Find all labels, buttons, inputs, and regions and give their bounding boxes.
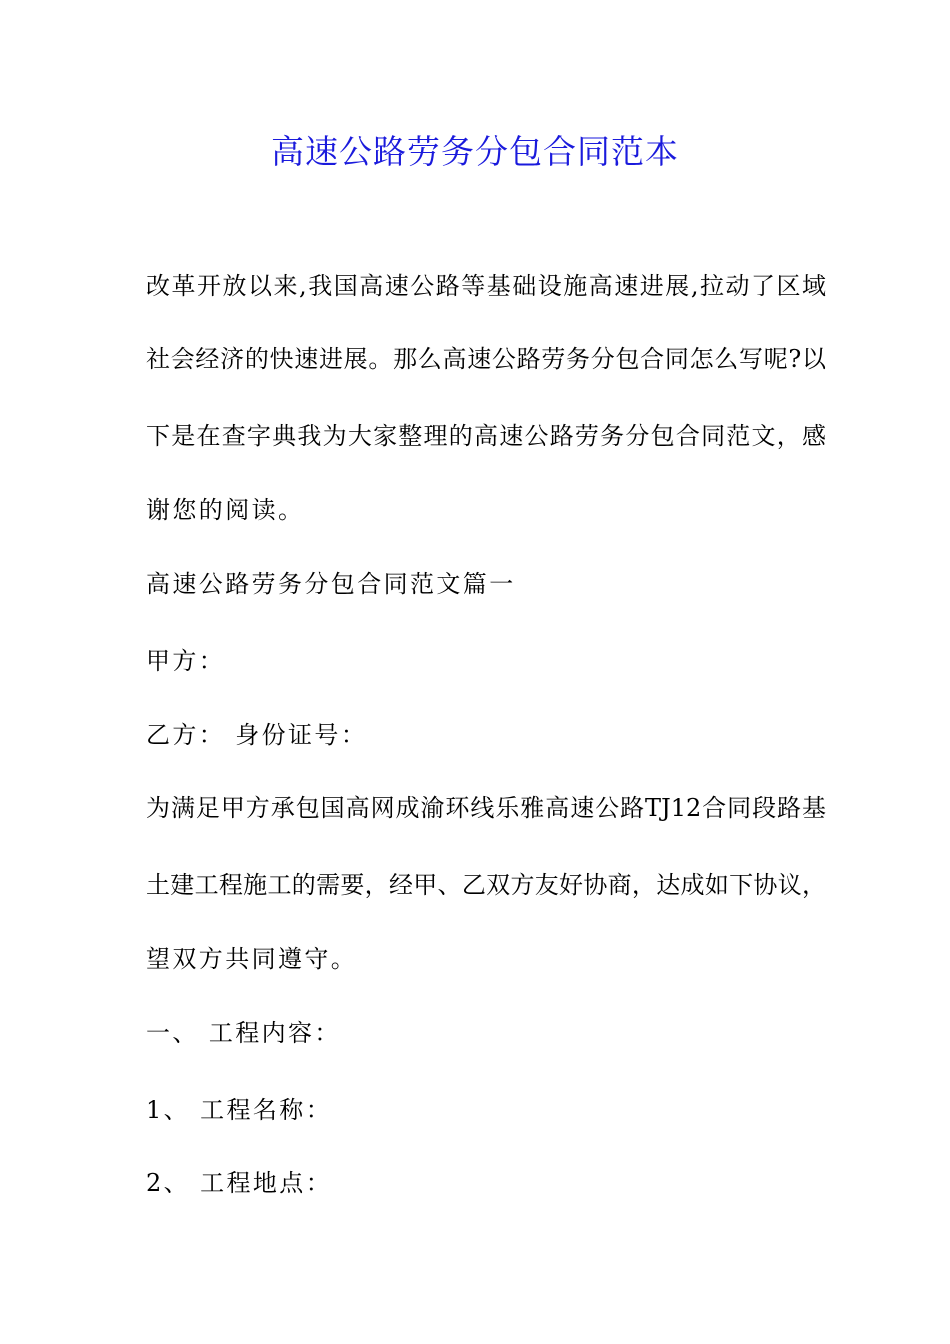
clause-item: 2、 工程地点：: [146, 1169, 333, 1197]
body-line: 望双方共同遵守。: [146, 945, 358, 973]
body-line: 为满足甲方承包国高网成渝环线乐雅高速公路TJ12合同段路基: [146, 794, 826, 822]
body-line: 社会经济的快速进展。那么高速公路劳务分包合同怎么写呢?以: [146, 345, 826, 373]
section-heading: 高速公路劳务分包合同范文篇一: [146, 570, 516, 598]
clause-item: 1、 工程名称：: [146, 1096, 333, 1124]
party-a-label: 甲方：: [146, 647, 226, 675]
body-line: 下是在查字典我为大家整理的高速公路劳务分包合同范文，感: [146, 422, 826, 450]
body-line: 谢您的阅读。: [146, 496, 305, 524]
party-b-label: 乙方： 身份证号：: [146, 721, 368, 749]
clause-heading: 一、 工程内容：: [146, 1019, 341, 1047]
body-line: 土建工程施工的需要，经甲、乙双方友好协商，达成如下协议，: [146, 871, 826, 899]
document-title: 高速公路劳务分包合同范本: [271, 132, 679, 171]
body-line: 改革开放以来,我国高速公路等基础设施高速进展,拉动了区域: [146, 272, 826, 300]
